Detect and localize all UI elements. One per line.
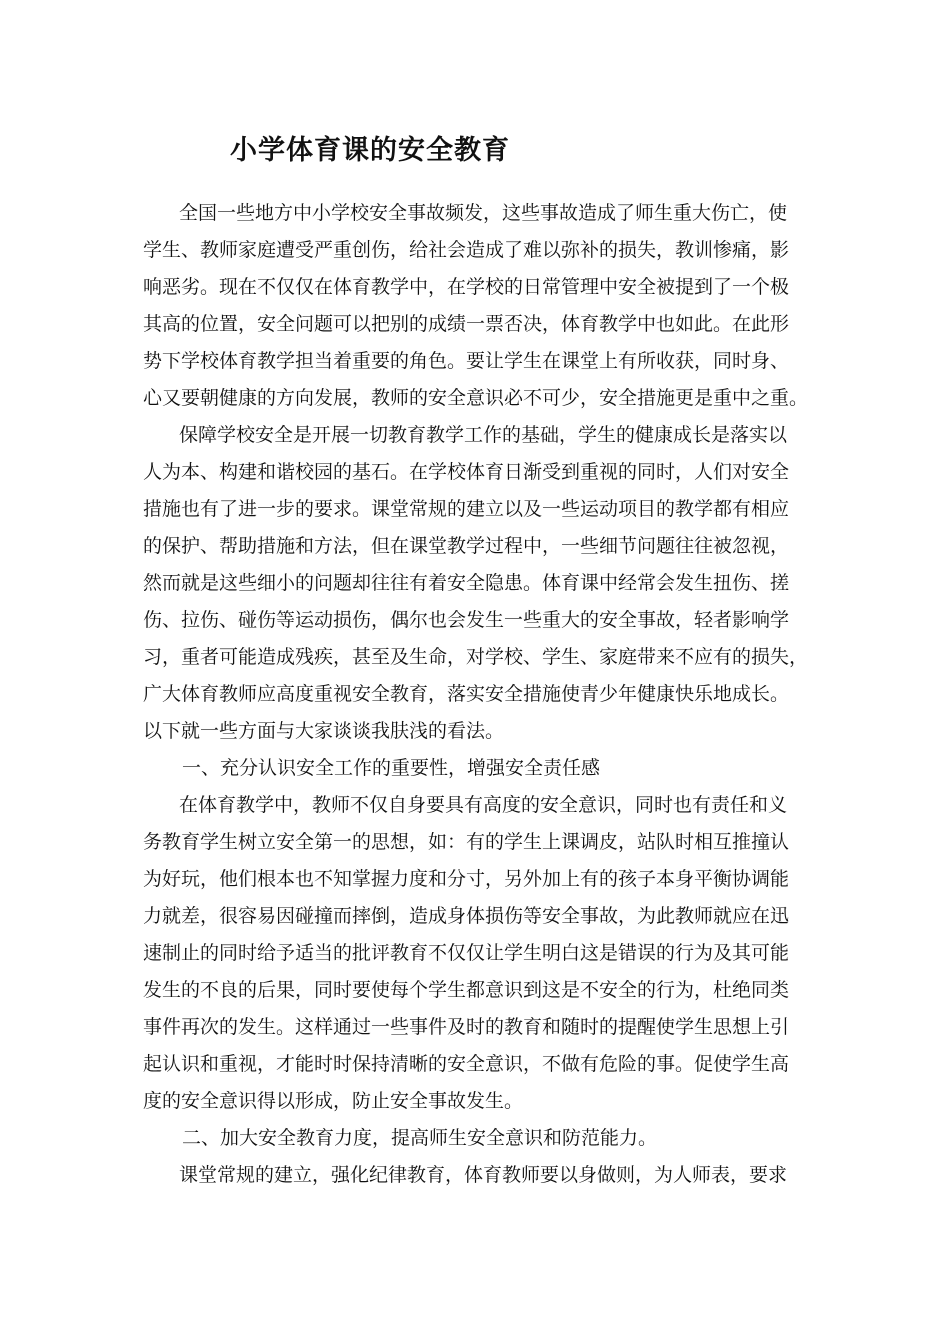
paragraph-line: 心又要朝健康的方向发展，教师的安全意识必不可少，安全措施更是重中之重。 xyxy=(143,387,809,409)
section-heading: 一、充分认识安全工作的重要性，增强安全责任感 xyxy=(182,757,601,779)
paragraph-line: 发生的不良的后果，同时要使每个学生都意识到这是不安全的行为，杜绝同类 xyxy=(143,979,790,1001)
paragraph-line: 力就差，很容易因碰撞而摔倒，造成身体损伤等安全事故，为此教师就应在迅 xyxy=(143,905,790,927)
paragraph-line: 务教育学生树立安全第一的思想，如：有的学生上课调皮，站队时相互推撞认 xyxy=(143,831,790,853)
paragraph-line: 措施也有了进一步的要求。课堂常规的建立以及一些运动项目的教学都有相应 xyxy=(143,498,790,520)
paragraph-line: 课堂常规的建立，强化纪律教育，体育教师要以身做则，为人师表，要求 xyxy=(179,1164,788,1186)
paragraph-line: 起认识和重视，才能时时保持清晰的安全意识，不做有危险的事。促使学生高 xyxy=(143,1053,790,1075)
paragraph-line: 伤、拉伤、碰伤等运动损伤，偶尔也会发生一些重大的安全事故，轻者影响学 xyxy=(143,609,790,631)
paragraph-line: 在体育教学中，教师不仅自身要具有高度的安全意识，同时也有责任和义 xyxy=(179,794,788,816)
paragraph-line: 保障学校安全是开展一切教育教学工作的基础，学生的健康成长是落实以 xyxy=(179,424,788,446)
section-heading: 二、加大安全教育力度，提高师生安全意识和防范能力。 xyxy=(182,1127,658,1149)
paragraph-line: 其高的位置，安全问题可以把别的成绩一票否决，体育教学中也如此。在此形 xyxy=(143,313,790,335)
paragraph-line: 广大体育教师应高度重视安全教育，落实安全措施使青少年健康快乐地成长。 xyxy=(143,683,790,705)
document-title: 小学体育课的安全教育 xyxy=(230,135,510,166)
paragraph-line: 度的安全意识得以形成，防止安全事故发生。 xyxy=(143,1090,524,1112)
paragraph-line: 以下就一些方面与大家谈谈我肤浅的看法。 xyxy=(143,720,505,742)
paragraph-line: 人为本、构建和谐校园的基石。在学校体育日渐受到重视的同时，人们对安全 xyxy=(143,461,790,483)
paragraph-line: 势下学校体育教学担当着重要的角色。要让学生在课堂上有所收获，同时身、 xyxy=(143,350,790,372)
paragraph-line: 的保护、帮助措施和方法，但在课堂教学过程中，一些细节问题往往被忽视， xyxy=(143,535,790,557)
paragraph-line: 全国一些地方中小学校安全事故频发，这些事故造成了师生重大伤亡，使 xyxy=(179,202,788,224)
paragraph-line: 然而就是这些细小的问题却往往有着安全隐患。体育课中经常会发生扭伤、搓 xyxy=(143,572,790,594)
paragraph-line: 学生、教师家庭遭受严重创伤，给社会造成了难以弥补的损失，教训惨痛，影 xyxy=(143,239,790,261)
paragraph-line: 事件再次的发生。这样通过一些事件及时的教育和随时的提醒使学生思想上引 xyxy=(143,1016,790,1038)
paragraph-line: 响恶劣。现在不仅仅在体育教学中，在学校的日常管理中安全被提到了一个极 xyxy=(143,276,790,298)
paragraph-line: 速制止的同时给予适当的批评教育不仅仅让学生明白这是错误的行为及其可能 xyxy=(143,942,790,964)
paragraph-line: 习，重者可能造成残疾，甚至及生命，对学校、学生、家庭带来不应有的损失， xyxy=(143,646,809,668)
paragraph-line: 为好玩，他们根本也不知掌握力度和分寸，另外加上有的孩子本身平衡协调能 xyxy=(143,868,790,890)
